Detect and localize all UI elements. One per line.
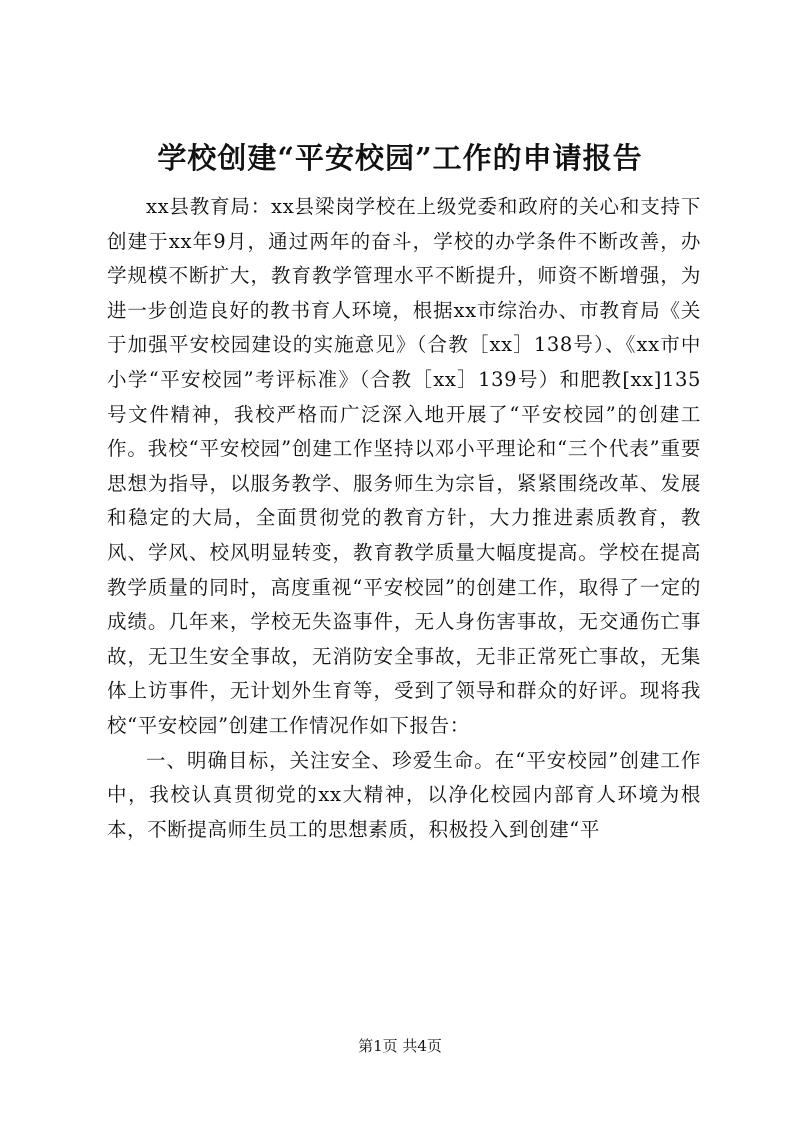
document-body — [107, 190, 701, 847]
page-footer — [0, 1036, 800, 1056]
page-title: 学校创建“平安校园”工作的申请报告 — [157, 141, 643, 175]
paragraph-intro: xx县教育局：xx县梁岗学校在上级党委和政府的关心和支持下创建于xx年9月，通过两年的奋斗，学校的办学条件不断改善，办学规模不断扩大，教育教学管理水平不断提升，师资不断增强，为进一步创造良好的教书育人环境，根据xx市综治办、市教育局《关于加强平安校园建设的实施意见》（合教［xx］138号）、《xx市中小学“平安校园”考评标准》（合教［xx］139号）和肥教[xx]135号文件精神，我校严格而广泛深入地开展了“平安校园”的创建工作。我校“平安校园”创建工作坚持以邓小平理论和“三个代表”重要思想为指导，以服务教学、服务师生为宗旨，紧紧围绕改革、发展和稳定的大局，全面贯彻党的教育方针，大力推进素质教育，教风、学风、校风明显转变，教育教学质量大幅度提高。学校在提高教学质量的同时，高度重视“平安校园”的创建工作，取得了一定的成绩。几年来，学校无失盗事件，无人身伤害事故，无交通伤亡事故，无卫生安全事故，无消防安全事故，无非正常死亡事故，无集体上访事件，无计划外生育等，受到了领导和群众的好评。现将我校“平安校园”创建工作情况作如下报告： — [107, 195, 701, 737]
paragraph-section-one: 一、明确目标，关注安全、珍爱生命。在“平安校园”创建工作中，我校认真贯彻党的xx大精神，以净化校园内部育人环境为根本，不断提高师生员工的思想素质，积极投入到创建“平 — [107, 748, 701, 841]
page-number-label: 第1页 共4页 — [358, 1037, 442, 1055]
